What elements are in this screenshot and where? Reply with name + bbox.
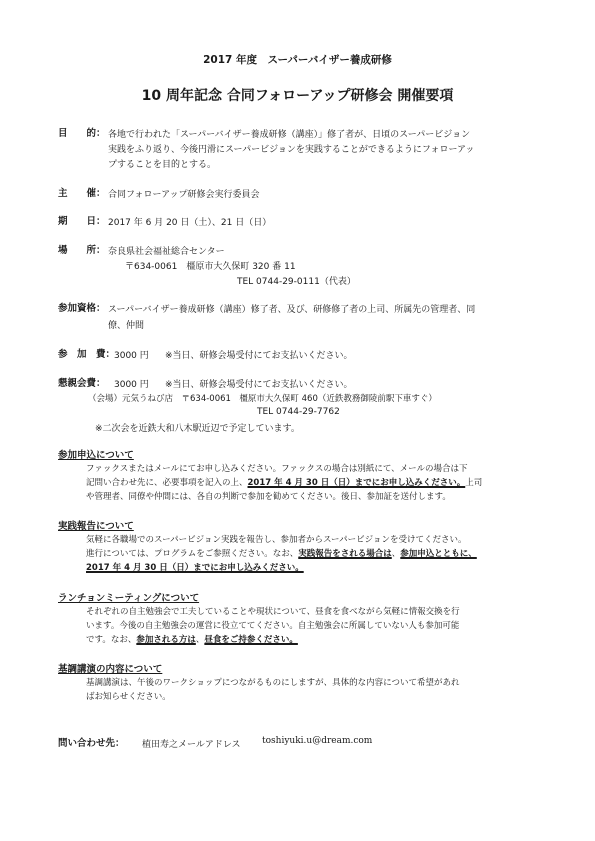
eligibility-label: 参加資格：: [58, 303, 106, 314]
organizer-label: 主 催：: [58, 188, 106, 199]
keynote-line-1: 基調講演は、午後のワークショップにつながるものにしますが、具体的な内容について希望があれ: [86, 678, 460, 688]
party-tel: TEL 0744-29-7762: [257, 407, 340, 417]
purpose-line-2: 実践をふり返り、今後円滑にスーパービジョンを実践することができるようにフォローアッ: [108, 145, 475, 155]
party-fee-note: ※当日、研修会場受付にてお支払いください。: [165, 380, 353, 390]
party-fee-label: 懇親会費：: [58, 378, 106, 389]
party-fee-value: 3000 円: [114, 380, 149, 390]
application-deadline: 2017 年 4 月 30 日（日）までにお申し込みください。: [247, 478, 466, 488]
venue-name: 奈良県社会福祉総合センター: [108, 247, 225, 257]
venue-tel: TEL 0744-29-0111（代表）: [237, 277, 356, 287]
purpose-line-1: 各地で行われた「スーパーバイザー養成研修（講座）」修了者が、日頃のスーパービジョン: [108, 130, 471, 140]
luncheon-line-3: です。なお、参加される方は、昼食をご持参ください。: [86, 635, 298, 645]
contact-name: 植田寿之メールアドレス: [142, 740, 241, 750]
venue-label: 場 所：: [58, 245, 106, 256]
keynote-line-2: ばお知らせください。: [86, 692, 171, 702]
eligibility-line-1: スーパーバイザー養成研修（講座）修了者、及び、研修修了者の上司、所属先の管理者、同: [108, 305, 476, 315]
document-subtitle: 2017 年度 スーパーバイザー養成研修: [203, 54, 392, 66]
practice-deadline: 2017 年 4 月 30 日（日）までにお申し込みください。: [86, 563, 304, 573]
date-value: 2017 年 6 月 20 日（土）、21 日（日）: [108, 218, 272, 228]
party-venue: （会場）元気うねび店 〒634-0061 橿原市大久保町 460（近鉄教務御陵前駅下車すぐ）: [88, 394, 437, 404]
contact-label: 問い合わせ先：: [58, 738, 125, 749]
fee-label: 参 加 費：: [58, 349, 116, 360]
contact-email[interactable]: toshiyuki.u@dream.com: [262, 736, 373, 746]
fee-value: 3000 円: [114, 351, 149, 361]
venue-address: 〒634-0061 橿原市大久保町 320 番 11: [125, 262, 296, 272]
application-line-1: ファックスまたはメールにてお申し込みください。ファックスの場合は別紙にて、メールの場合は下: [86, 464, 468, 474]
practice-line-2: 進行については、プログラムをご参照ください。なお、実践報告をされる場合は、参加申込とともに、: [86, 549, 477, 559]
eligibility-line-2: 僚、仲間: [108, 321, 145, 331]
practice-line-1: 気軽に各職場でのスーパービジョン実践を報告し、参加者からスーパービジョンを受けてください。: [86, 535, 467, 545]
organizer-value: 合同フォローアップ研修会実行委員会: [108, 190, 260, 200]
purpose-line-3: プすることを目的とする。: [108, 160, 217, 170]
fee-note: ※当日、研修会場受付にてお支払いください。: [165, 351, 353, 361]
second-party-note: ※二次会を近鉄大和八木駅近辺で予定しています。: [95, 424, 300, 434]
date-label: 期 日：: [58, 216, 106, 227]
document-title: 10 周年記念 合同フォローアップ研修会 開催要項: [141, 88, 454, 104]
luncheon-heading: ランチョンミーティングについて: [58, 593, 200, 604]
keynote-heading: 基調講演の内容について: [58, 664, 163, 675]
practice-heading: 実践報告について: [58, 521, 134, 532]
application-line-2: 記問い合わせ先に、必要事項を記入の上、2017 年 4 月 30 日（日）までにお申し込みください。上司: [86, 478, 483, 488]
luncheon-line-1: それぞれの自主勉強会で工夫していることや現状について、昼食を食べながら気軽に情報交換を行: [86, 607, 460, 617]
application-heading: 参加申込について: [58, 450, 134, 461]
purpose-label: 目 的：: [58, 128, 106, 139]
application-line-3: や管理者、同僚や仲間には、各自の判断で参加を勧めてください。後日、参加証を送付します。: [86, 492, 451, 502]
luncheon-line-2: います。今後の自主勉強会の運営に役立ててください。自主勉強会に所属していない人も参加可能: [86, 621, 460, 631]
